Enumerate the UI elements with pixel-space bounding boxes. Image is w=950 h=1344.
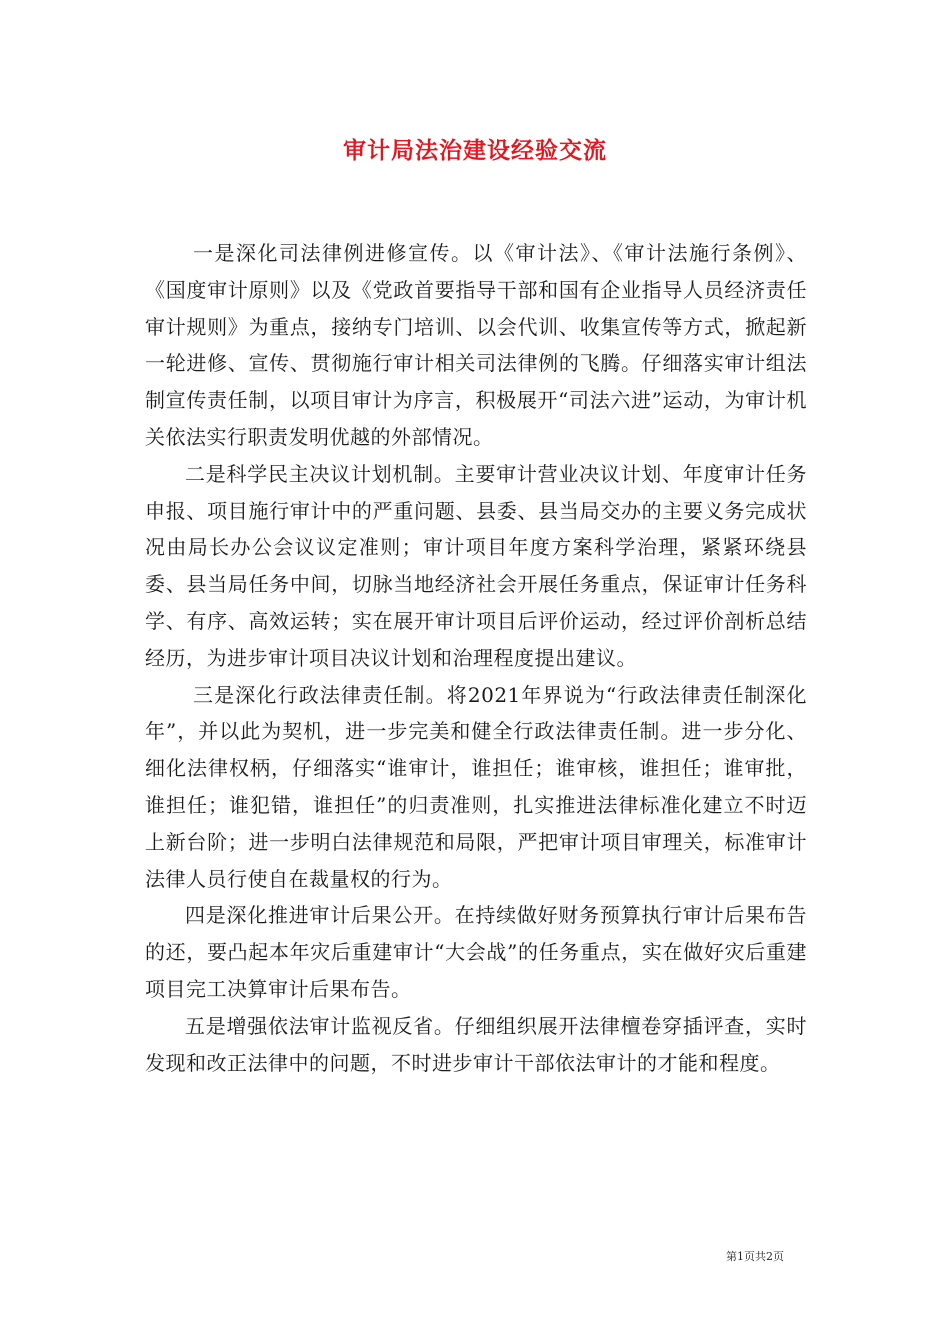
paragraph-4: 四是深化推进审计后果公开。在持续做好财务预算执行审计后果布告的还，要凸起本年灾后重建审计“大会战”的任务重点，实在做好灾后重建项目完工决算审计后果布告。 xyxy=(145,903,807,1001)
paragraph-3: 三是深化行政法律责任制。将2021年界说为“行政法律责任制深化年”，并以此为契机，进一步完美和健全行政法律责任制。进一步分化、细化法律权柄，仔细落实“谁审计，谁担任；谁审核，谁担任；谁审批，谁担任；谁犯错，谁担任”的归责准则，扎实推进法律标准化建立不时迈上新台阶；进一步明白法律规范和局限，严把审计项目审理关，标准审计法律人员行使自在裁量权的行为。 xyxy=(145,682,807,891)
paragraph-1: 一是深化司法律例进修宣传。以《审计法》、《审计法施行条例》、《国度审计原则》以及《党政首要指导干部和国有企业指导人员经济责任审计规则》为重点，接纳专门培训、以会代训、收集宣传等方式，掀起新一轮进修、宣传、贯彻施行审计相关司法律例的飞腾。仔细落实审计组法制宣传责任制，以项目审计为序言，积极展开“司法六进”运动，为审计机关依法实行职责发明优越的外部情况。 xyxy=(145,241,807,449)
paragraph-2: 二是科学民主决议计划机制。主要审计营业决议计划、年度审计任务申报、项目施行审计中的严重问题、县委、县当局交办的主要义务完成状况由局长办公会议议定准则；审计项目年度方案科学治理，紧紧环绕县委、县当局任务中间，切脉当地经济社会开展任务重点，保证审计任务科学、有序、高效运转；实在展开审计项目后评价运动，经过评价剖析总结经历，为进步审计项目决议计划和治理程度提出建议。 xyxy=(145,461,807,670)
document-body xyxy=(145,235,807,1081)
page-number: 第1页共2页 xyxy=(726,1250,784,1263)
paragraph-5: 五是增强依法审计监视反省。仔细组织展开法律檀卷穿插评查，实时发现和改正法律中的问题，不时进步审计干部依法审计的才能和程度。 xyxy=(145,1013,807,1075)
document-title: 审计局法治建设经验交流 xyxy=(343,138,607,164)
